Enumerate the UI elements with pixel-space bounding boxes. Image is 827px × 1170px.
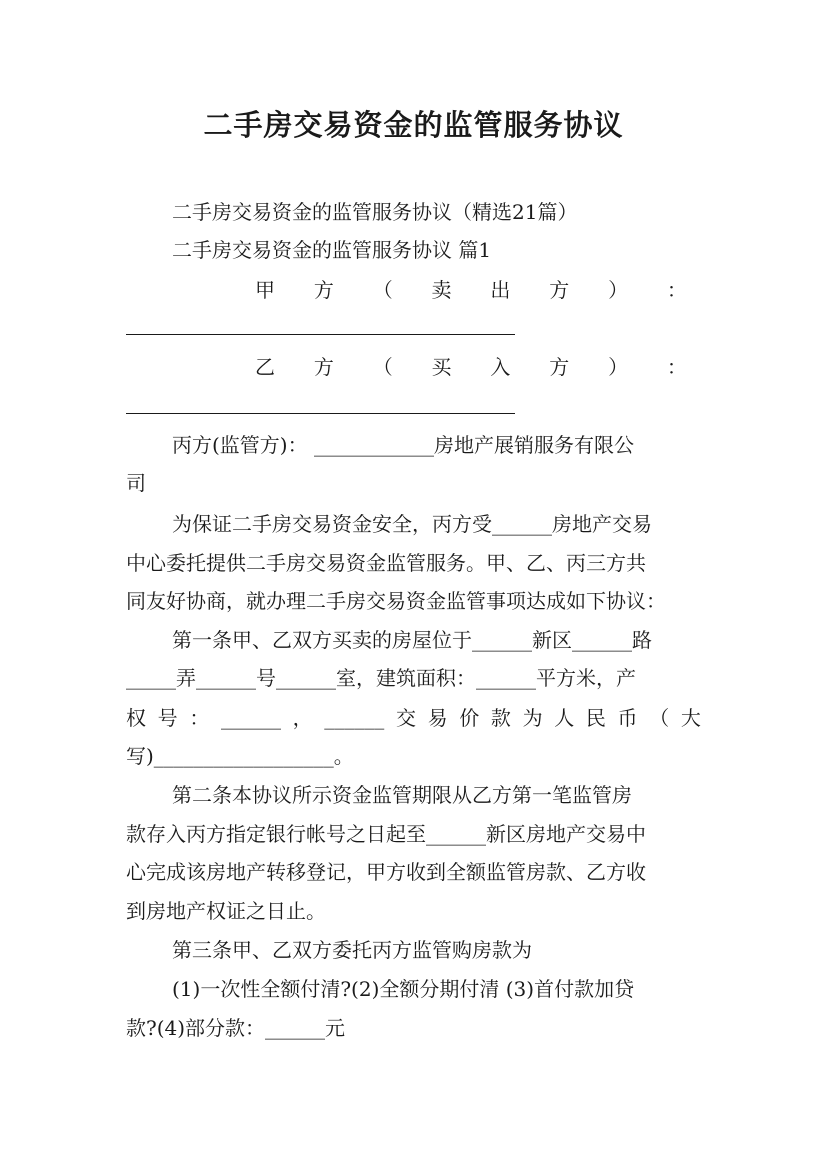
party-a-char: 方 <box>313 278 334 302</box>
article-1-token: （ <box>649 706 670 730</box>
article-1-line: 写)__________________。 <box>126 744 354 768</box>
article-2-line: 第二条本协议所示资金监管期限从乙方第一笔监管房 <box>172 783 632 807</box>
party-a-char: 卖 <box>431 278 452 302</box>
article-1-line <box>126 705 701 731</box>
party-b-char: 入 <box>490 355 511 379</box>
party-a-char: 甲 <box>255 278 275 302</box>
party-c-line: 丙方(监管方)： ____________房地产展销服务有限公 <box>172 433 634 457</box>
party-b-fill-line <box>126 413 515 414</box>
party-a-char: 方 <box>549 278 570 302</box>
article-1-token: 号 <box>157 706 178 730</box>
party-a-char: 出 <box>490 278 511 302</box>
party-c-line-cont: 司 <box>126 471 146 495</box>
party-b-char: 买 <box>431 355 452 379</box>
intro-line: 中心委托提供二手房交易资金监管服务。甲、乙、丙三方共 <box>126 551 646 575</box>
part-heading: 二手房交易资金的监管服务协议 篇1 <box>172 238 492 262</box>
article-1-line: 第一条甲、乙双方买卖的房屋位于______新区______路 <box>172 628 652 652</box>
party-b-char: ： <box>666 355 687 379</box>
article-1-token: 币 <box>617 706 638 730</box>
party-b-label <box>255 354 687 380</box>
article-1-token: ______ <box>324 706 385 730</box>
party-a-char: ） <box>608 278 629 302</box>
article-1-line: _____弄______号______室，建筑面积：______平方米，产 <box>126 666 636 690</box>
article-2-line: 心完成该房地产转移登记，甲方收到全额监管房款、乙方收 <box>126 860 646 884</box>
article-2-line: 款存入丙方指定银行帐号之日起至______新区房地产交易中 <box>126 822 646 846</box>
article-1-token: 人 <box>554 706 575 730</box>
article-2-line: 到房地产权证之日止。 <box>126 899 326 923</box>
article-3-line: 款?(4)部分款：______元 <box>126 1016 346 1040</box>
article-1-token: 大 <box>680 706 701 730</box>
article-1-token: 权 <box>126 706 146 730</box>
party-b-char: ） <box>608 355 629 379</box>
article-1-token: 易 <box>427 706 448 730</box>
article-1-token: 价 <box>459 706 480 730</box>
article-1-token: ______ <box>220 706 281 730</box>
article-3-line: 第三条甲、乙双方委托丙方监管购房款为 <box>172 938 532 962</box>
article-1-token: ： <box>189 706 210 730</box>
article-1-token: 为 <box>522 706 543 730</box>
party-b-char: 乙 <box>255 355 275 379</box>
intro-line: 同友好协商，就办理二手房交易资金监管事项达成如下协议： <box>126 589 666 613</box>
party-b-char: 方 <box>313 355 334 379</box>
party-a-label <box>255 277 687 303</box>
article-1-token: 交 <box>395 706 416 730</box>
article-3-line: (1)一次性全额付清?(2)全额分期付清 (3)首付款加贷 <box>172 977 635 1001</box>
party-a-fill-line <box>126 334 515 335</box>
article-1-token: 款 <box>490 706 511 730</box>
document-title: 二手房交易资金的监管服务协议 <box>203 108 624 142</box>
article-1-token: ， <box>292 706 313 730</box>
party-b-char: 方 <box>549 355 570 379</box>
article-1-token: 民 <box>585 706 606 730</box>
party-b-char: （ <box>372 355 393 379</box>
subtitle: 二手房交易资金的监管服务协议（精选21篇） <box>172 200 578 224</box>
party-a-char: ： <box>666 278 687 302</box>
intro-line: 为保证二手房交易资金安全，丙方受______房地产交易 <box>172 512 652 536</box>
party-a-char: （ <box>372 278 393 302</box>
